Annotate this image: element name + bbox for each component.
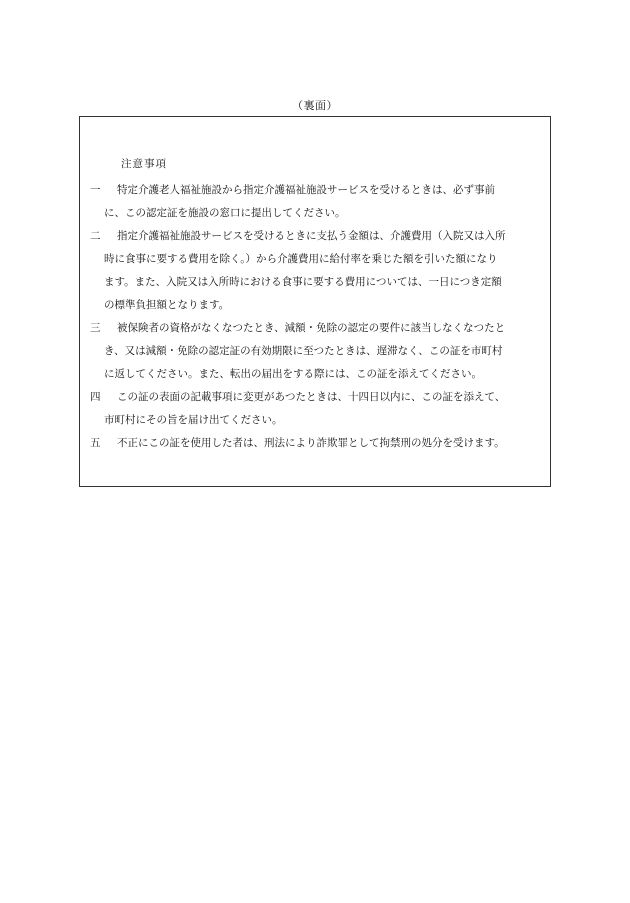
item-text: [104, 317, 550, 386]
notice-list: [90, 179, 550, 455]
item-text: [104, 386, 550, 432]
item-number: 三: [90, 322, 101, 334]
item-line: 不正にこの証を使用した者は、刑法により詐欺罪として拘禁刑の処分を受けます。: [117, 437, 505, 449]
item-line: き、又は減額・免除の認定証の有効期限に至つたときは、遅滞なく、この証を市町村: [104, 345, 503, 357]
item-text: [104, 225, 550, 317]
notice-item-5: [90, 432, 550, 455]
page-title: （裏面）: [292, 99, 338, 112]
item-number: 五: [90, 437, 101, 449]
item-number: 一: [90, 184, 101, 196]
item-line: ます。また、入院又は入所時における食事に要する費用については、一日につき定額: [104, 276, 502, 288]
item-line: この証の表面の記載事項に変更があつたときは、十四日以内に、この証を添えて、: [117, 391, 506, 403]
item-number: 四: [90, 391, 101, 403]
notice-item-1: [90, 179, 550, 225]
item-line: 指定介護福祉施設サービスを受けるときに支払う金額は、介護費用（入院又は入所: [117, 230, 506, 242]
notice-item-2: [90, 225, 550, 317]
item-text: [117, 432, 550, 455]
item-line: 時に食事に要する費用を除く。）から介護費用に給付率を乗じた額を引いた額になり: [104, 253, 498, 265]
item-number: 二: [90, 230, 101, 242]
item-line: 被保険者の資格がなくなつたとき、減額・免除の認定の要件に該当しなくなつたと: [117, 322, 506, 334]
item-text: [104, 179, 550, 225]
item-line: に、この認定証を施設の窓口に提出してください。: [104, 207, 346, 219]
notice-heading: 注意事項: [121, 158, 167, 170]
item-line: に返してください。また、転出の届出をする際には、この証を添えてください。: [104, 368, 482, 380]
item-line: 特定介護老人福祉施設から指定介護福祉施設サービスを受けるときは、必ず事前: [117, 184, 495, 196]
item-line: の標準負担額となります。: [104, 299, 230, 311]
notice-item-3: [90, 317, 550, 386]
item-line: 市町村にその旨を届け出てください。: [104, 414, 283, 426]
notice-box: [79, 116, 551, 487]
notice-item-4: [90, 386, 550, 432]
